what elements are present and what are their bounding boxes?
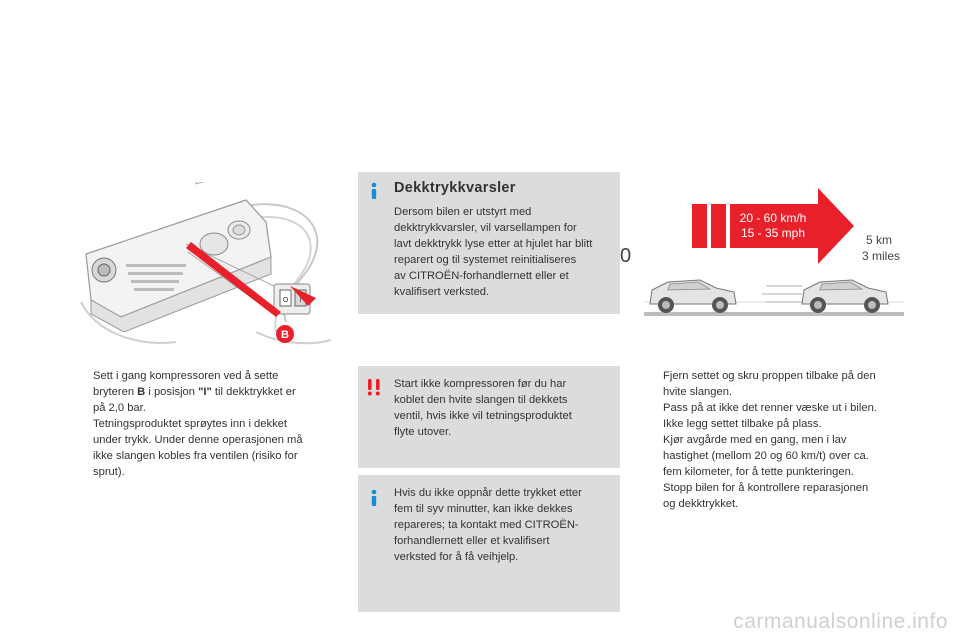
car-start-icon (650, 280, 736, 313)
text-line: under trykk. Under denne operasjonen må (93, 434, 303, 446)
tpms-heading: Dekktrykkvarsler (394, 180, 516, 196)
right-instructions (641, 368, 916, 512)
compressor-drawing (76, 182, 334, 354)
watermark-text: carmanualsonline.info (733, 610, 948, 633)
car-moving-icon (802, 280, 888, 313)
tpms-body: Dersom bilen er utstyrt med dekktrykkvarsler, vil varsellampen for lavt dekktrykk lyse etter at hjulet har blitt reparert og til systemet reinitialiseres av CITROËN-forhandlernett eller et kvalifisert verksted. (394, 206, 593, 298)
text-line: sprut). (93, 466, 125, 478)
list-item: Kjør avgårde med en gang, men i lav hastighet (mellom 20 og 60 km/t) over ca. fem kilometer, for å tette punkteringen. (663, 434, 869, 478)
driving-drawing (616, 182, 912, 327)
text-line: Tetningsproduktet sprøytes inn i dekket (93, 418, 288, 430)
speed-mph: 15 - 35 mph (740, 226, 806, 240)
list-item (71, 368, 341, 480)
warning-box (358, 366, 620, 468)
text-line: ikke slangen kobles fra ventilen (risiko for (93, 450, 298, 462)
info-box-tpms (358, 172, 620, 314)
list-item: Stopp bilen for å kontrollere reparasjonen og dekktrykket. (663, 482, 869, 510)
info-box-help (358, 475, 620, 612)
speed-kmh: 20 - 60 km/h (739, 211, 807, 225)
switch-o-label: O (282, 297, 289, 304)
distance-miles: 3 miles (862, 249, 901, 263)
speed-bar-2 (711, 204, 726, 248)
text-line: på 2,0 bar. (93, 402, 146, 414)
warning-body: Start ikke kompressoren før du har koblet den hvite slangen til dekkets ventil, hvis ikke vil tetningsproduktet flyte utover. (394, 378, 572, 438)
start-label: 0 (620, 245, 632, 267)
info-icon (366, 182, 382, 200)
text-line: Sett i gang kompressoren ved å sette (93, 370, 279, 382)
info-icon (366, 489, 382, 507)
text-line: bryteren B i posisjon "I" til dekktrykket er (93, 386, 296, 398)
distance-km: 5 km (866, 233, 893, 247)
help-body: Hvis du ikke oppnår dette trykket etter fem til syv minutter, kan ikke dekkes repareres; ta kontakt med CITROËN- forhandlernett eller et kvalifisert verksted for å få veihjelp. (394, 487, 582, 563)
switch-i-label: I (299, 297, 302, 304)
compressor-illustration (76, 182, 334, 354)
driving-illustration (616, 182, 912, 327)
warning-icon (366, 378, 386, 396)
label-b-text: B (281, 329, 289, 341)
speed-bar-1 (692, 204, 707, 248)
list-item: Fjern settet og skru proppen tilbake på den hvite slangen. Pass på at ikke det renner væske ut i bilen. Ikke legg settet tilbake på plass. (663, 370, 877, 430)
left-instructions (71, 368, 341, 480)
